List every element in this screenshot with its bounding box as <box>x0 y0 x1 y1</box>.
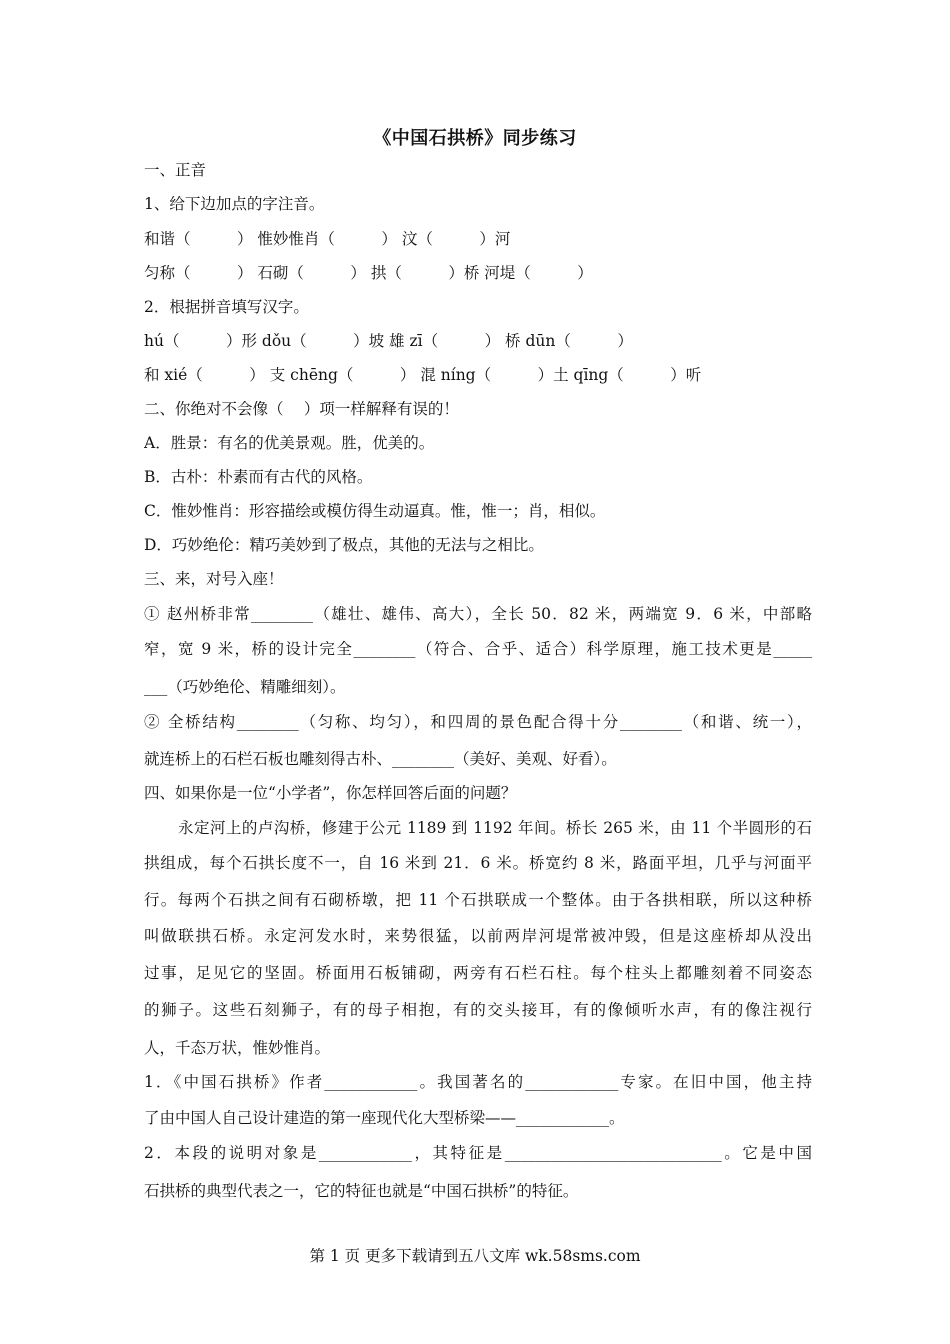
question-line: 2．本段的说明对象是____________，其特征是____________________________。它是中国 <box>144 1144 812 1162</box>
section-heading: 二、你绝对不会像（ ）项一样解释有误的！ <box>144 400 459 418</box>
option-line: A．胜景：有名的优美景观。胜，优美的。 <box>144 434 435 452</box>
question-line: 和 xié（ ） 支 chēng（ ） 混 níng（ ）土 qīng（ ）听 <box>144 366 702 384</box>
question-line: 窄，宽 9 米，桥的设计完全________（符合、合乎、适合）科学原理，施工技术更是_____ <box>144 640 812 658</box>
section-heading: 一、正音 <box>144 161 207 179</box>
section-heading: 四、如果你是一位“小学者”，你怎样回答后面的问题？ <box>144 784 517 802</box>
passage-line: 过事，足见它的坚固。桥面用石板铺砌，两旁有石栏石柱。每个柱头上都雕刻着不同姿态 <box>144 964 812 982</box>
option-line: D．巧妙绝伦：精巧美妙到了极点，其他的无法与之相比。 <box>144 536 544 554</box>
option-line: B．古朴：朴素而有古代的风格。 <box>144 468 373 486</box>
question-line: ① 赵州桥非常________（雄壮、雄伟、高大），全长 50．82 米，两端宽 9．6 米，中部略 <box>144 605 812 623</box>
question-line: ② 全桥结构________（匀称、均匀），和四周的景色配合得十分________（和谐、统一）， <box>144 713 812 731</box>
question-line: 1．《中国石拱桥》作者____________。我国著名的____________专家。在旧中国，他主持 <box>144 1073 812 1091</box>
passage-line: 叫做联拱石桥。永定河发水时，来势很猛，以前两岸河堤常被冲毁，但是这座桥却从没出 <box>144 927 812 945</box>
passage-line: 行。每两个石拱之间有石砌桥墩，把 11 个石拱联成一个整体。由于各拱相联，所以这种桥 <box>144 891 812 909</box>
question-line: 就连桥上的石栏石板也雕刻得古朴、________（美好、美观、好看）。 <box>144 750 617 768</box>
question-line: ___（巧妙绝伦、精雕细刻）。 <box>144 678 346 696</box>
question-line: 2．根据拼音填写汉字。 <box>144 298 309 316</box>
question-line: hú（ ）形 dǒu（ ）坡 雄 zī（ ） 桥 dūn（ ） <box>144 332 633 350</box>
page-footer: 第 1 页 更多下载请到五八文库 wk.58sms.com <box>309 1247 641 1265</box>
question-line: 了由中国人自己设计建造的第一座现代化大型桥梁——____________。 <box>144 1109 625 1127</box>
option-line: C．惟妙惟肖：形容描绘或模仿得生动逼真。惟，惟一；肖，相似。 <box>144 502 606 520</box>
passage-line: 的狮子。这些石刻狮子，有的母子相抱，有的交头接耳，有的像倾听水声，有的像注视行 <box>144 1001 812 1019</box>
passage-line: 永定河上的卢沟桥，修建于公元 1189 到 1192 年间。桥长 265 米，由 11 个半圆形的石 <box>178 819 812 837</box>
question-line: 1、给下边加点的字注音。 <box>144 195 325 213</box>
section-heading: 三、来，对号入座！ <box>144 570 284 588</box>
question-line: 和谐（ ） 惟妙惟肖（ ） 汶（ ）河 <box>144 230 511 248</box>
page-title: 《中国石拱桥》同步练习 <box>373 128 577 149</box>
question-line: 匀称（ ） 石砌（ ） 拱（ ）桥 河堤（ ） <box>144 264 593 282</box>
passage-line: 拱组成，每个石拱长度不一，自 16 米到 21．6 米。桥宽约 8 米，路面平坦，几乎与河面平 <box>144 854 812 872</box>
passage-line: 人，千态万状，惟妙惟肖。 <box>144 1039 331 1057</box>
question-line: 石拱桥的典型代表之一，它的特征也就是“中国石拱桥”的特征。 <box>144 1182 579 1200</box>
